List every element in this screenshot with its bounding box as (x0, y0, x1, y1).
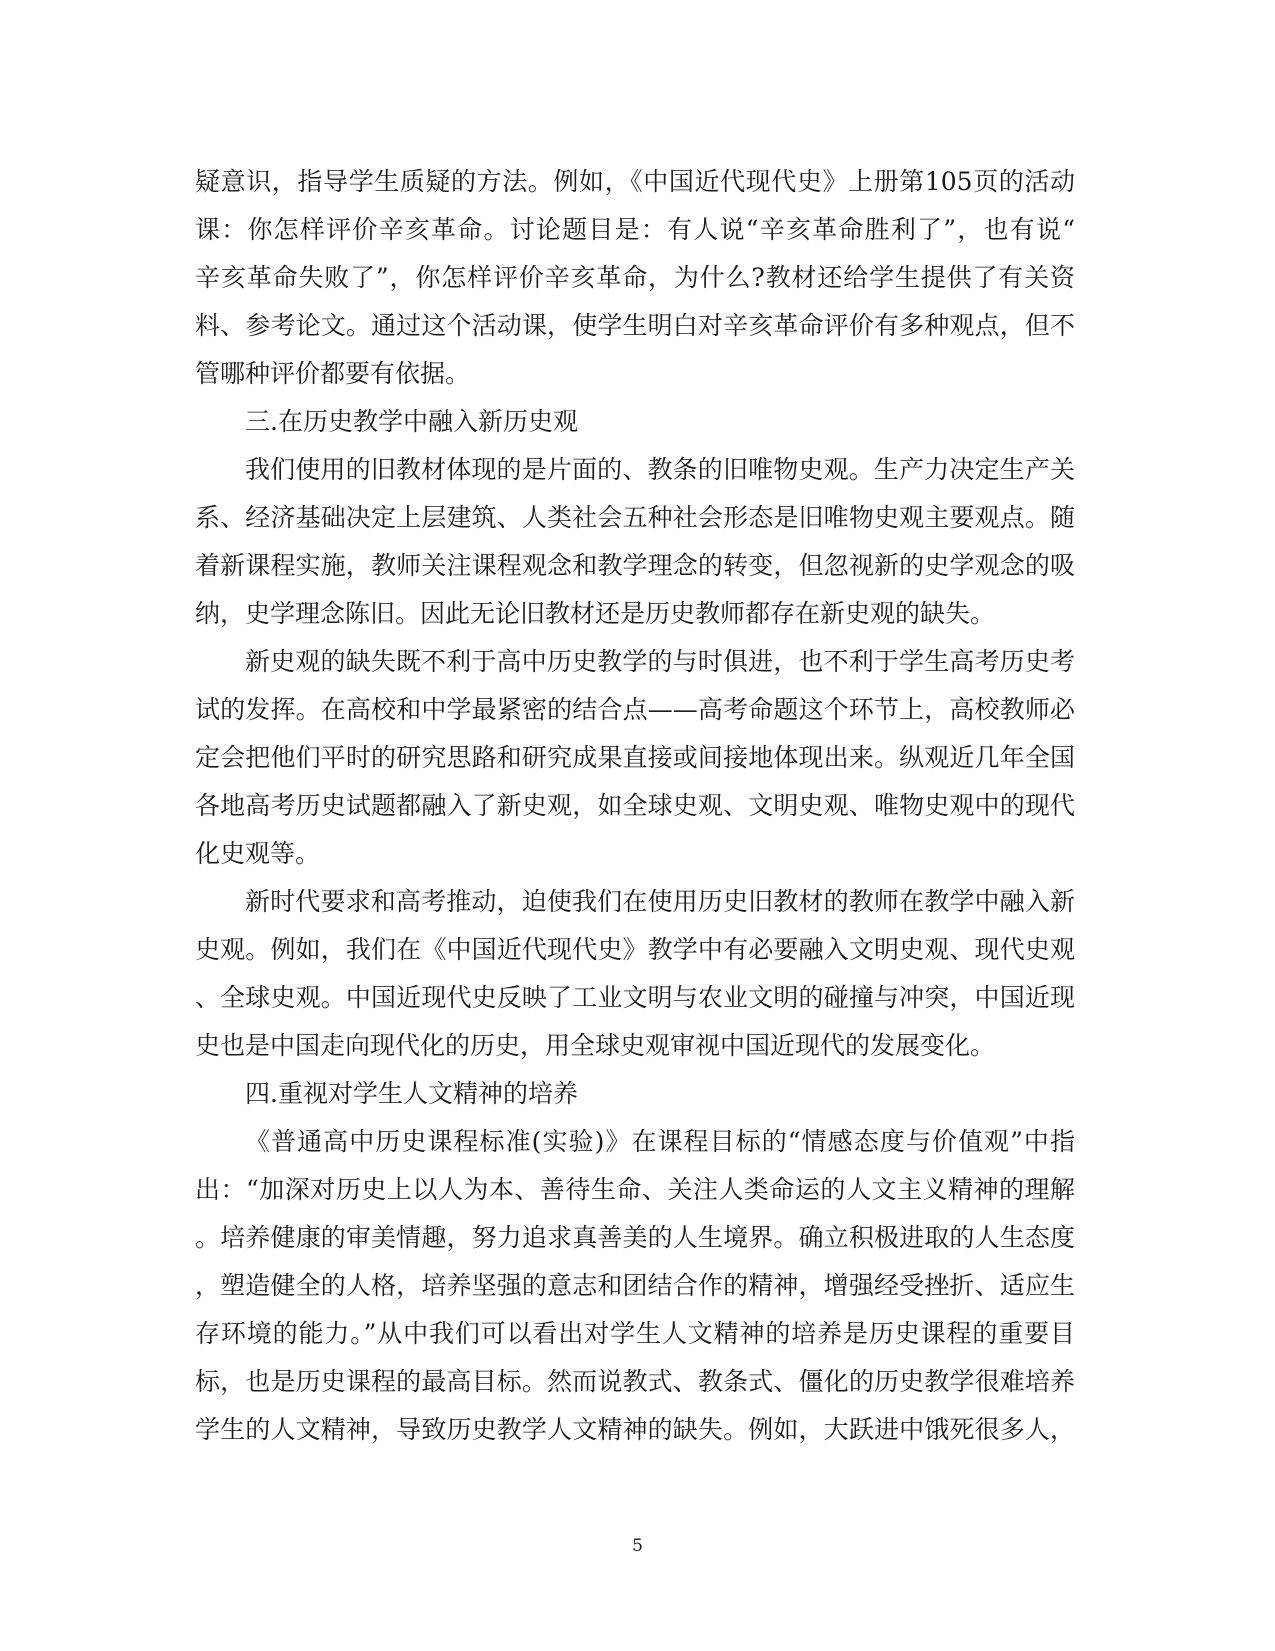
text-line: 试的发挥。在高校和中学最紧密的结合点——高考命题这个环节上，高校教师必 (195, 695, 1075, 724)
text-line: 《普通高中历史课程标准(实验)》在课程目标的“情感态度与价值观”中指 (245, 1127, 1075, 1156)
text-line: 化史观等。 (195, 839, 321, 868)
text-line: 史观。例如，我们在《中国近代现代史》教学中有必要融入文明史观、现代史观 (195, 935, 1075, 964)
text-line: 学生的人文精神，导致历史教学人文精神的缺失。例如，大跃进中饿死很多人， (195, 1415, 1075, 1444)
text-line: 。培养健康的审美情趣，努力追求真善美的人生境界。确立积极进取的人生态度 (195, 1223, 1075, 1252)
text-line: 、全球史观。中国近现代史反映了工业文明与农业文明的碰撞与冲突，中国近现 (195, 983, 1075, 1012)
section-heading: 四.重视对学生人文精神的培养 (245, 1079, 578, 1108)
text-line: 纳，史学理念陈旧。因此无论旧教材还是历史教师都存在新史观的缺失。 (195, 599, 996, 628)
text-line: 我们使用的旧教材体现的是片面的、教条的旧唯物史观。生产力决定生产关 (245, 455, 1075, 484)
section-heading: 三.在历史教学中融入新历史观 (245, 407, 578, 436)
text-line: 着新课程实施，教师关注课程观念和教学理念的转变，但忽视新的史学观念的吸 (195, 551, 1075, 580)
body-text (195, 158, 1075, 1454)
page-number: 5 (632, 1536, 643, 1556)
text-line: 标，也是历史课程的最高目标。然而说教式、教条式、僵化的历史教学很难培养 (195, 1367, 1075, 1396)
text-line: ，塑造健全的人格，培养坚强的意志和团结合作的精神，增强经受挫折、适应生 (195, 1271, 1075, 1300)
text-line: 新时代要求和高考推动，迫使我们在使用历史旧教材的教师在教学中融入新 (245, 887, 1075, 916)
text-line: 管哪种评价都要有依据。 (195, 359, 471, 388)
text-line: 辛亥革命失败了”，你怎样评价辛亥革命，为什么?教材还给学生提供了有关资 (195, 263, 1075, 292)
text-line: 课：你怎样评价辛亥革命。讨论题目是：有人说“辛亥革命胜利了”，也有说“ (195, 215, 1075, 244)
text-line: 存环境的能力。”从中我们可以看出对学生人文精神的培养是历史课程的重要目 (195, 1319, 1075, 1348)
text-line: 疑意识，指导学生质疑的方法。例如，《中国近代现代史》上册第105页的活动 (195, 167, 1075, 196)
text-line: 料、参考论文。通过这个活动课，使学生明白对辛亥革命评价有多种观点，但不 (195, 311, 1075, 340)
text-line: 出：“加深对历史上以人为本、善待生命、关注人类命运的人文主义精神的理解 (195, 1175, 1075, 1204)
text-line: 系、经济基础决定上层建筑、人类社会五种社会形态是旧唯物史观主要观点。随 (195, 503, 1075, 532)
text-line: 定会把他们平时的研究思路和研究成果直接或间接地体现出来。纵观近几年全国 (195, 743, 1075, 772)
text-line: 各地高考历史试题都融入了新史观，如全球史观、文明史观、唯物史观中的现代 (195, 791, 1075, 820)
text-line: 新史观的缺失既不利于高中历史教学的与时俱进，也不利于学生高考历史考 (245, 647, 1075, 676)
text-line: 史也是中国走向现代化的历史，用全球史观审视中国近现代的发展变化。 (195, 1031, 996, 1060)
